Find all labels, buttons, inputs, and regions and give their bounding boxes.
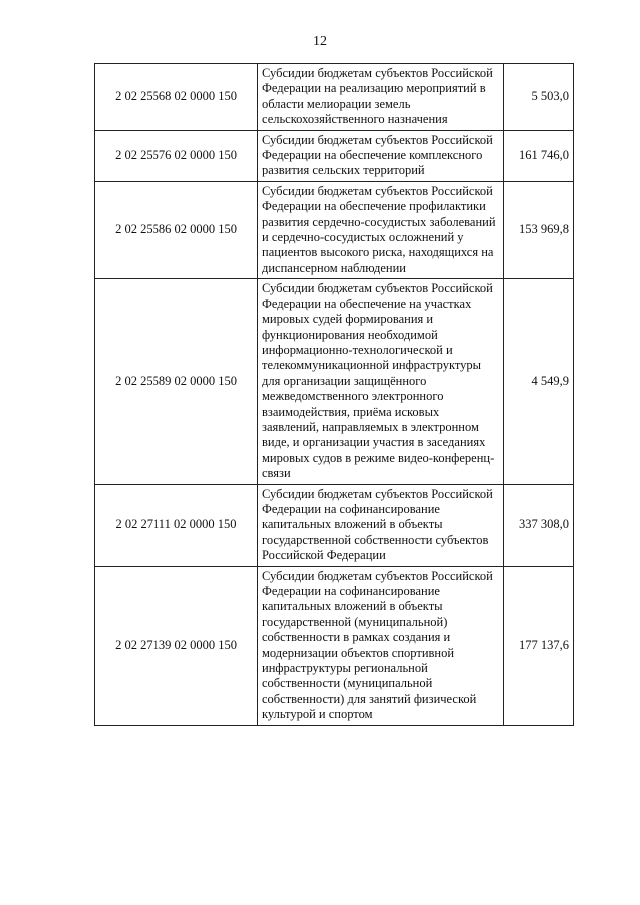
subsidy-amount: 337 308,0 (504, 484, 574, 566)
subsidy-description: Субсидии бюджетам субъектов Российской Федерации на обеспечение профилактики развития сердечно-сосудистых заболеваний и сердечно-сосудистых осложнений у пациентов высокого риска, находящихся на диспансерном наблюдении (258, 181, 504, 278)
page-number: 12 (313, 34, 327, 49)
table-row (95, 130, 574, 181)
subsidy-amount: 4 549,9 (504, 279, 574, 484)
subsidy-description: Субсидии бюджетам субъектов Российской Федерации на обеспечение на участках мировых судей формирования и функционирования необходимой информационно-технологической и телекоммуникационной инфраструктуры для организации защищённого межведомственного электронного взаимодействия, приёма исковых заявлений, направляемых в электронном виде, и организации участия в заседаниях мировых судов в режиме видео-конференц-связи (258, 279, 504, 484)
budget-code: 2 02 25568 02 0000 150 (95, 64, 258, 131)
table-row (95, 484, 574, 566)
budget-code: 2 02 25589 02 0000 150 (95, 279, 258, 484)
subsidy-description: Субсидии бюджетам субъектов Российской Федерации на обеспечение комплексного развития сельских территорий (258, 130, 504, 181)
table-row (95, 181, 574, 278)
budget-code: 2 02 27139 02 0000 150 (95, 566, 258, 725)
subsidy-amount: 153 969,8 (504, 181, 574, 278)
table-row (95, 566, 574, 725)
table-row (95, 64, 574, 131)
budget-code: 2 02 27111 02 0000 150 (95, 484, 258, 566)
subsidy-description: Субсидии бюджетам субъектов Российской Федерации на реализацию мероприятий в области мелиорации земель сельскохозяйственного назначения (258, 64, 504, 131)
budget-code: 2 02 25586 02 0000 150 (95, 181, 258, 278)
table-row (95, 279, 574, 484)
subsidy-amount: 161 746,0 (504, 130, 574, 181)
subsidy-description: Субсидии бюджетам субъектов Российской Федерации на софинансирование капитальных вложений в объекты государственной (муниципальной) собственности в рамках создания и модернизации объектов спортивной инфраструктуры региональной собственности (муниципальной собственности) для занятий физической культурой и спортом (258, 566, 504, 725)
subsidy-amount: 177 137,6 (504, 566, 574, 725)
subsidy-amount: 5 503,0 (504, 64, 574, 131)
budget-table (94, 63, 574, 726)
budget-code: 2 02 25576 02 0000 150 (95, 130, 258, 181)
subsidy-description: Субсидии бюджетам субъектов Российской Федерации на софинансирование капитальных вложений в объекты государственной собственности субъектов Российской Федерации (258, 484, 504, 566)
